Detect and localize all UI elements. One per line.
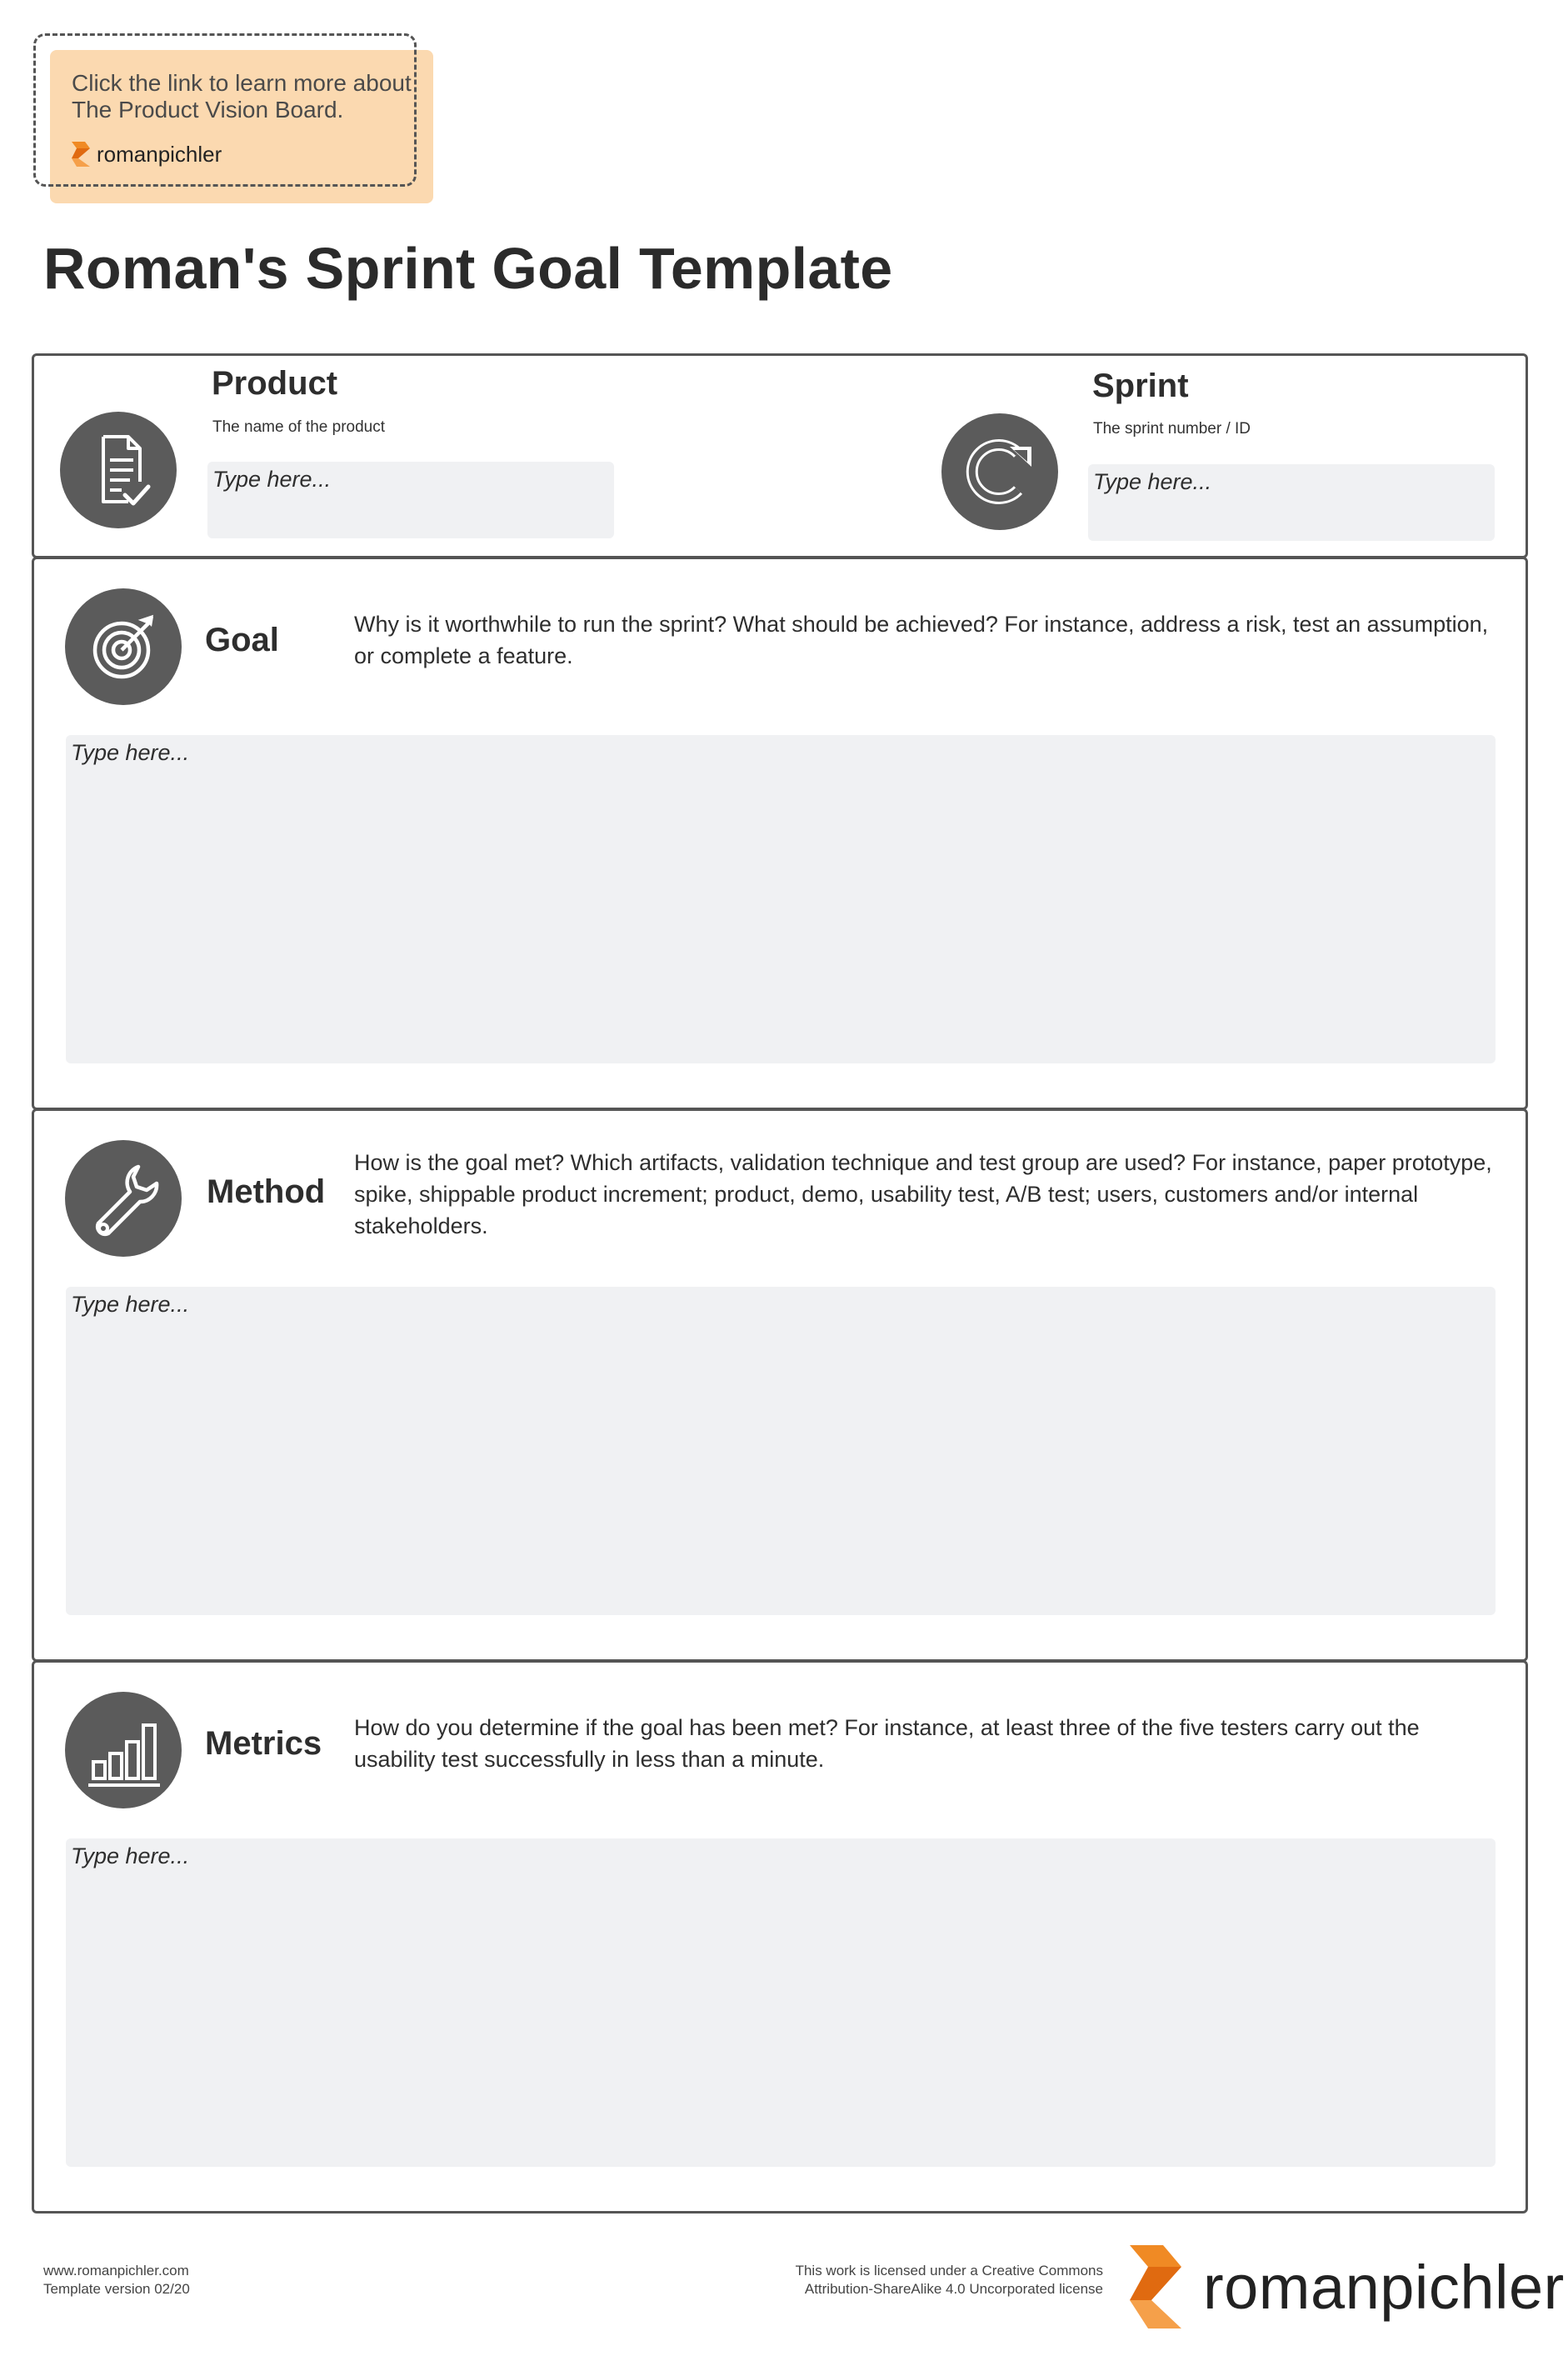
metrics-description: How do you determine if the goal has been met? For instance, at least three of the five testers carry out the usability test successfully in less than a minute.	[354, 1715, 1420, 1772]
refresh-icon	[960, 432, 1040, 512]
goal-input[interactable]: Type here...	[66, 735, 1496, 1063]
product-icon-circle	[60, 412, 177, 528]
footer-version: Template version 02/20	[43, 2281, 190, 2297]
logo-mark-icon	[70, 140, 92, 168]
footer-logo-text: romanpichler	[1203, 2252, 1565, 2322]
logo-mark-icon	[1126, 2242, 1185, 2332]
promo-logo-text: romanpichler	[97, 141, 222, 167]
sprint-input[interactable]: Type here...	[1088, 464, 1495, 541]
footer-license	[733, 2262, 1103, 2298]
promo-line-2: The Product Vision Board.	[72, 97, 344, 123]
method-label: Method	[207, 1173, 326, 1210]
footer-website[interactable]: www.romanpichler.com	[43, 2263, 189, 2278]
sprint-label: Sprint	[1092, 368, 1189, 404]
goal-icon-circle	[65, 588, 182, 705]
metrics-icon-circle	[65, 1692, 182, 1808]
metrics-input[interactable]: Type here...	[66, 1838, 1496, 2167]
goal-label: Goal	[205, 622, 279, 658]
sprint-icon-circle	[941, 413, 1058, 530]
product-hint: The name of the product	[212, 418, 386, 436]
document-check-icon	[80, 427, 157, 513]
metrics-label: Metrics	[205, 1725, 322, 1762]
promo-line-1: Click the link to learn more about	[72, 70, 412, 96]
product-label: Product	[212, 365, 338, 402]
method-icon-circle	[65, 1140, 182, 1257]
license-line-1[interactable]: This work is licensed under a Creative Commons	[795, 2263, 1103, 2278]
license-line-2[interactable]: Attribution-ShareAlike 4.0 Uncorporated license	[804, 2281, 1103, 2297]
promo-text[interactable]	[72, 70, 422, 123]
goal-description: Why is it worthwhile to run the sprint? What should be achieved? For instance, address a risk, test an assumption, or complete a feature.	[354, 612, 1489, 668]
wrench-icon	[82, 1157, 165, 1240]
method-input[interactable]: Type here...	[66, 1287, 1496, 1615]
page-title: Roman's Sprint Goal Template	[43, 236, 893, 301]
footer-info	[43, 2262, 190, 2298]
promo-logo	[70, 140, 222, 168]
footer-logo	[1126, 2242, 1565, 2332]
product-input[interactable]: Type here...	[207, 462, 614, 538]
target-icon	[82, 605, 165, 688]
sprint-hint: The sprint number / ID	[1093, 420, 1251, 438]
bar-chart-icon	[82, 1708, 165, 1792]
method-description: How is the goal met? Which artifacts, validation technique and test group are used? For instance, paper prototype, spike, shippable product increment; product, demo, usability test, A/B test; users, customers and/or internal stakeholders.	[354, 1150, 1492, 1238]
